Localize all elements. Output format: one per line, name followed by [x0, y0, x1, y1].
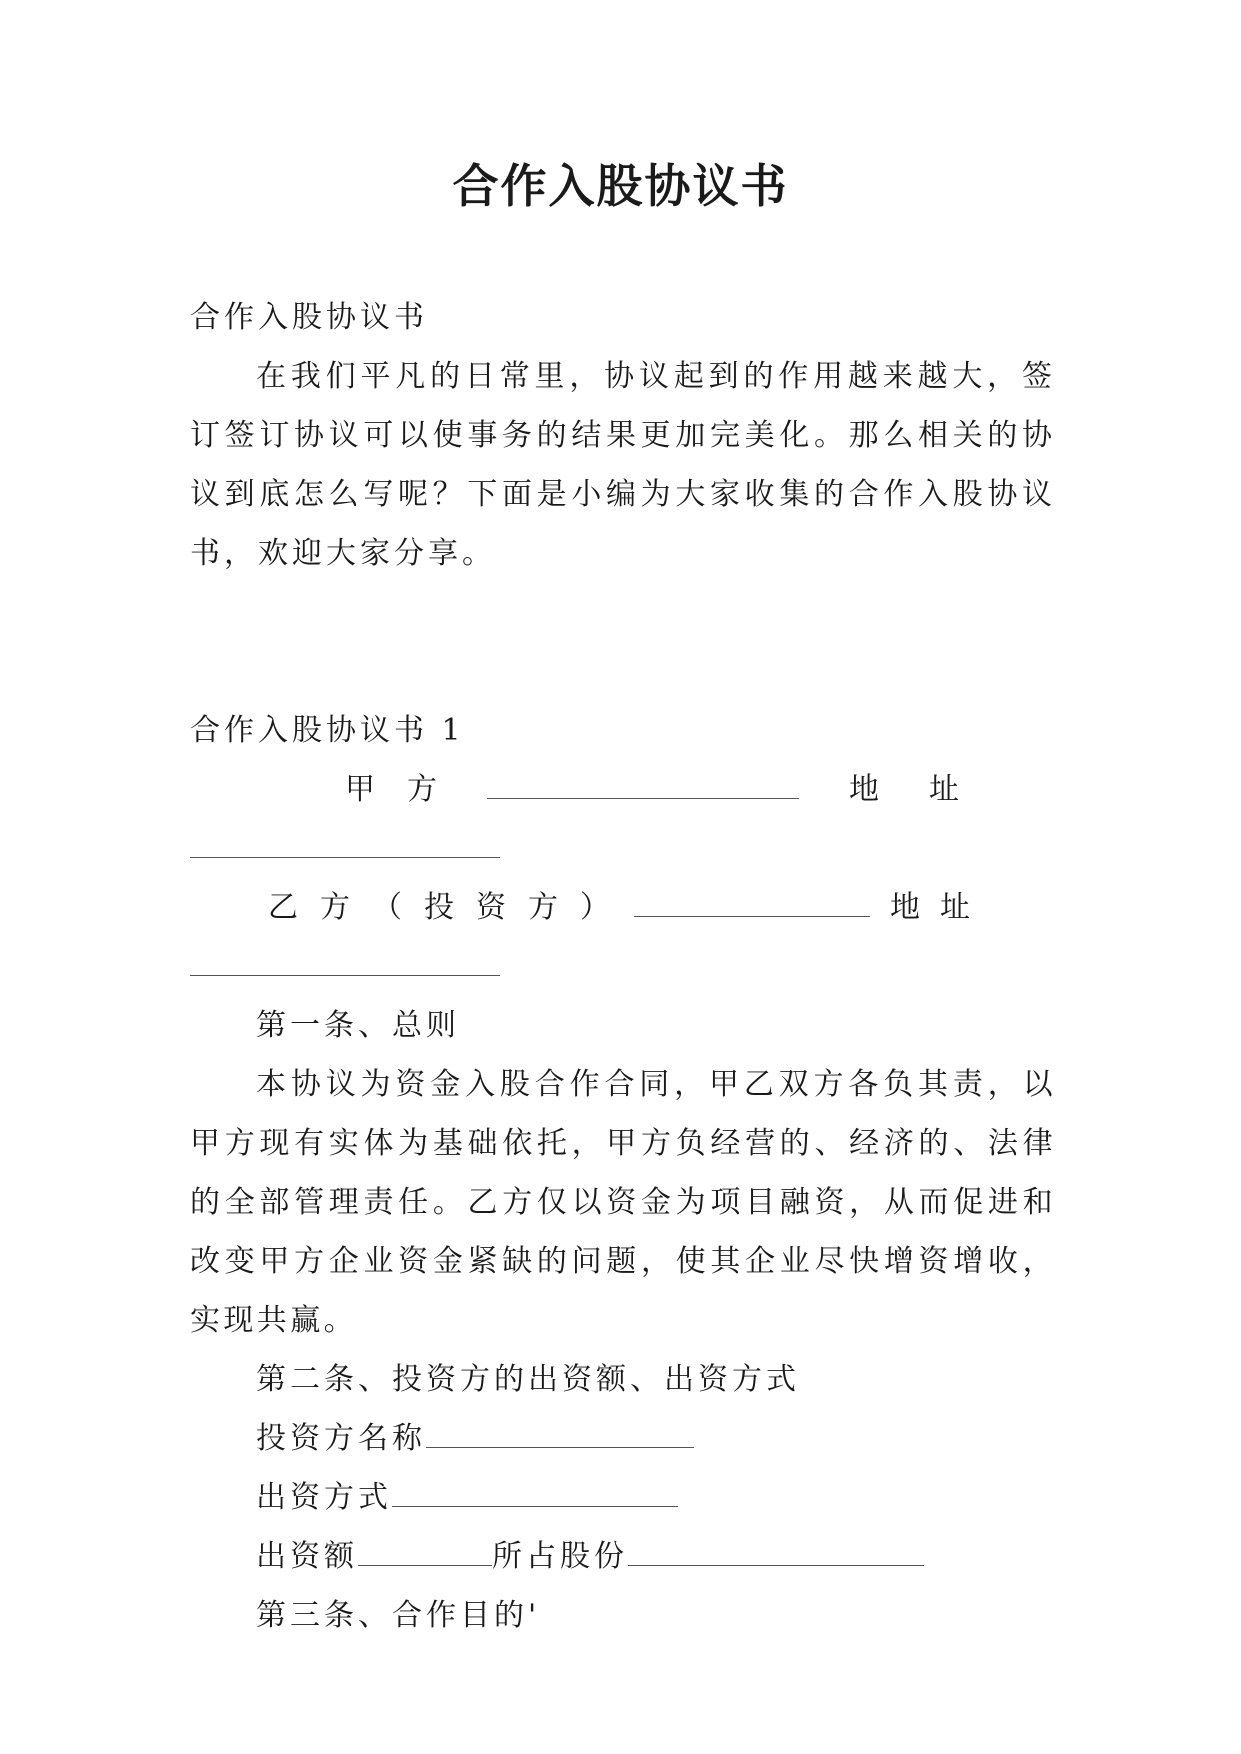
shares-blank[interactable] — [628, 1534, 924, 1567]
party-b-label: 乙方（投资方） — [268, 890, 632, 925]
party-b-name-blank[interactable] — [634, 885, 870, 918]
investor-name-blank[interactable] — [426, 1416, 694, 1449]
party-b-address-row — [190, 937, 1056, 996]
party-a-row — [190, 760, 1056, 819]
amount-label: 出资额 — [256, 1539, 358, 1574]
section-heading: 合作入股协议书 1 — [190, 713, 465, 748]
article1-text: 本协议为资金入股合作合同，甲乙双方各负其责，以甲方现有实体为基础依托，甲方负经营的、经济的、法律的全部管理责任。乙方仅以资金为项目融资，从而促进和改变甲方企业资金紧缺的问题，使其企业尽快增资增收，实现共赢。 — [190, 1067, 1056, 1338]
intro-paragraph: 在我们平凡的日常里，协议起到的作用越来越大，签订签订协议可以使事务的结果更加完美化。那么相关的协议到底怎么写呢？下面是小编为大家收集的合作入股协议书，欢迎大家分享。 — [190, 359, 1056, 571]
article3-heading: 第三条、合作目的' — [256, 1598, 541, 1633]
subtitle: 合作入股协议书 — [190, 300, 428, 335]
method-blank[interactable] — [392, 1475, 678, 1508]
party-a-address-blank[interactable] — [190, 825, 500, 858]
party-b-address-label: 地址 — [890, 890, 990, 925]
party-a-address-label: 地址 — [849, 772, 1009, 807]
method-line — [190, 1468, 1056, 1527]
party-a-label: 甲方 — [345, 772, 469, 807]
amount-line — [190, 1527, 1056, 1586]
party-b-address-blank[interactable] — [190, 943, 500, 976]
investor-name-line — [190, 1409, 1056, 1468]
method-label: 出资方式 — [256, 1480, 392, 1515]
article2-heading: 第二条、投资方的出资额、出资方式 — [256, 1362, 800, 1397]
document-body — [190, 288, 1056, 1645]
party-b-row — [190, 878, 1056, 937]
party-a-address-row — [190, 819, 1056, 878]
amount-blank[interactable] — [358, 1534, 492, 1567]
investor-name-label: 投资方名称 — [256, 1421, 426, 1456]
shares-label: 所占股份 — [492, 1539, 628, 1574]
spacer — [190, 583, 1056, 701]
article1-heading: 第一条、总则 — [256, 1008, 460, 1043]
party-a-name-blank[interactable] — [487, 767, 799, 800]
document-title: 合作入股协议书 — [452, 159, 789, 213]
